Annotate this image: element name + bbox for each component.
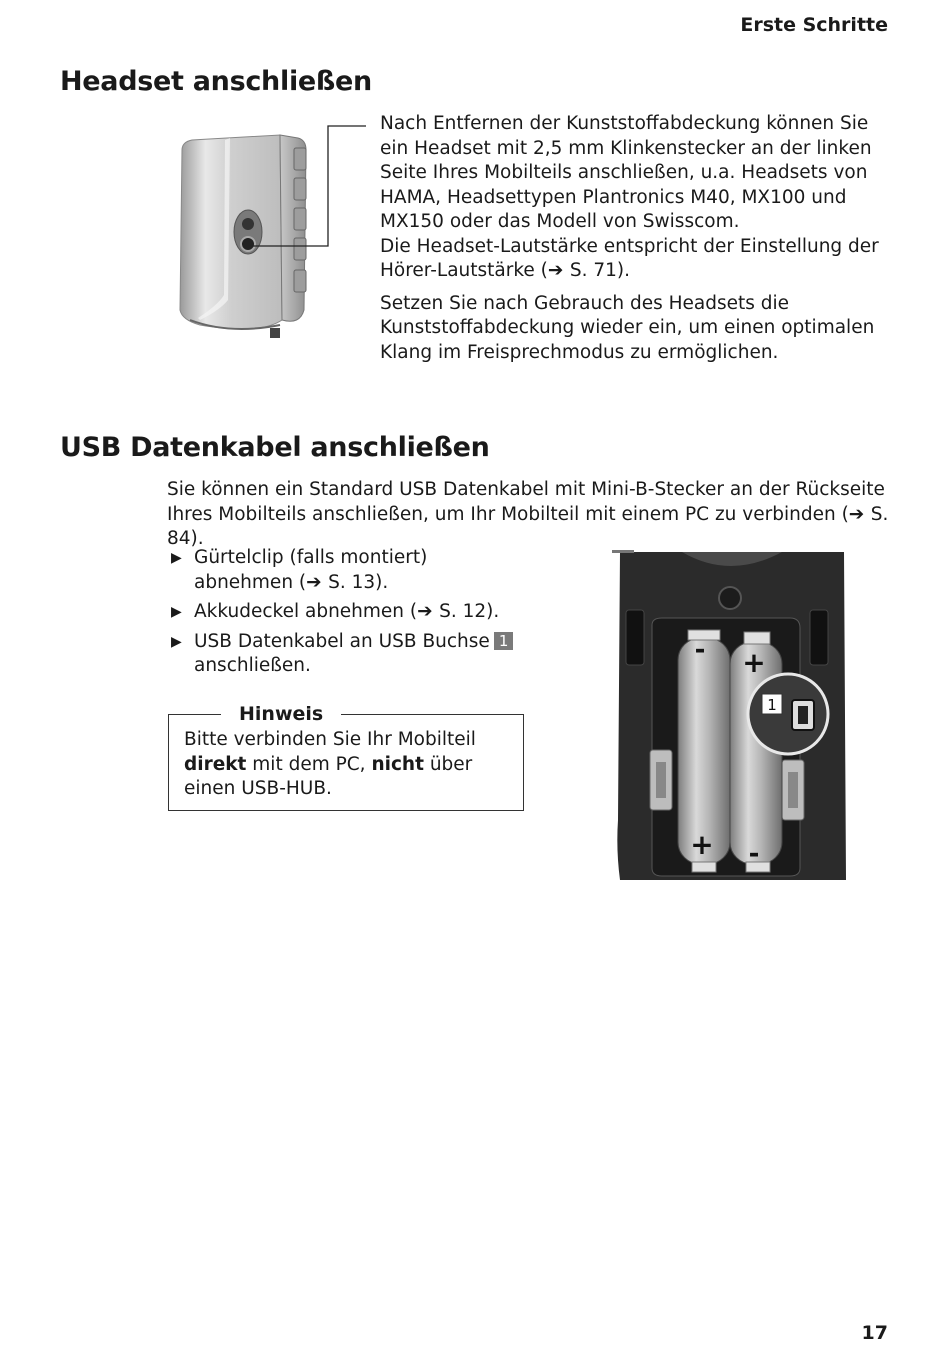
headset-paragraph-1: Nach Entfernen der Kunststoffabdeckung können Sie ein Headset mit 2,5 mm Klinkenstecker an der linken Seite Ihres Mobilteils anschließen, u.a. Headsets von HAMA, Headsettypen Plantronics M40, MX100 und MX150 oder das Modell von Swisscom. [380, 113, 872, 232]
triangle-bullet-icon: ▶ [171, 604, 182, 620]
page-reference: S. 84 [167, 503, 889, 549]
text-fragment: Gürtelclip (falls montiert) abnehmen ( [194, 547, 428, 593]
side-button [294, 270, 306, 292]
list-item [167, 600, 527, 625]
text-fragment: ). [486, 601, 500, 622]
text-fragment: ). [616, 260, 631, 281]
headset-paragraph-3: Setzen Sie nach Gebrauch des Headsets die Kunststoffabdeckung wieder ein, um einen optimalen Klang im Freisprechmodus zu ermöglichen. [380, 292, 875, 363]
page-reference: S. 12 [439, 601, 487, 622]
usb-steps-list [167, 546, 527, 684]
page-reference: S. 13 [328, 571, 376, 593]
text-fragment: Sie können ein Standard USB Datenkabel mit Mini-B-Stecker an der Rückseite Ihres Mobilteils anschließen, um Ihr Mobilteil mit einem PC zu verbinden ( [167, 479, 885, 525]
text-fragment: Bitte verbinden Sie Ihr Mobilteil [184, 729, 476, 750]
triangle-bullet-icon: ▶ [171, 550, 182, 566]
section-title-headset: Headset anschließen [60, 66, 372, 97]
note-text [184, 728, 514, 802]
battery-plus-label: + [742, 646, 766, 679]
screw-icon [719, 587, 741, 609]
page-reference: S. 71 [569, 260, 617, 281]
text-fragment: mit dem PC, [246, 753, 372, 775]
battery-minus-label: - [748, 839, 760, 869]
arrow-right-icon: ➔ [417, 601, 440, 622]
headset-description [380, 112, 900, 365]
section-title-usb: USB Datenkabel anschließen [60, 432, 490, 463]
callout-leader-line [244, 118, 384, 258]
list-item [167, 630, 527, 679]
page-number: 17 [861, 1322, 888, 1344]
arrow-right-icon: ➔ [848, 503, 871, 525]
emphasis: nicht [371, 753, 424, 775]
key-badge: 1 [494, 632, 514, 650]
battery-minus-label: - [694, 635, 706, 665]
text-fragment: über einen USB-HUB. [184, 753, 473, 799]
text-fragment: ). [190, 528, 204, 549]
arrow-right-icon: ➔ [547, 260, 570, 281]
arrow-right-icon: ➔ [306, 571, 329, 593]
text-fragment: Die Headset-Lautstärke entspricht der Einstellung der Hörer-Lautstärke ( [380, 235, 879, 281]
usb-intro [167, 478, 897, 552]
note-box [168, 703, 524, 811]
triangle-bullet-icon: ▶ [171, 633, 182, 650]
usb-socket-highlight [748, 674, 828, 754]
running-header: Erste Schritte [740, 14, 888, 36]
usb-callout-label: 1 [767, 696, 777, 714]
headset-paragraph-2 [380, 235, 900, 284]
emphasis: direkt [184, 753, 247, 775]
text-fragment: USB Datenkabel an USB Buchse [194, 630, 490, 652]
text-fragment: Akkudeckel abnehmen ( [194, 601, 418, 622]
note-title: Hinweis [221, 702, 341, 726]
battery-compartment-illustration [612, 550, 848, 882]
battery-plus-label: + [690, 828, 714, 861]
list-item [167, 546, 527, 595]
text-fragment: ). [375, 571, 389, 593]
text-fragment: anschließen. [194, 655, 311, 676]
